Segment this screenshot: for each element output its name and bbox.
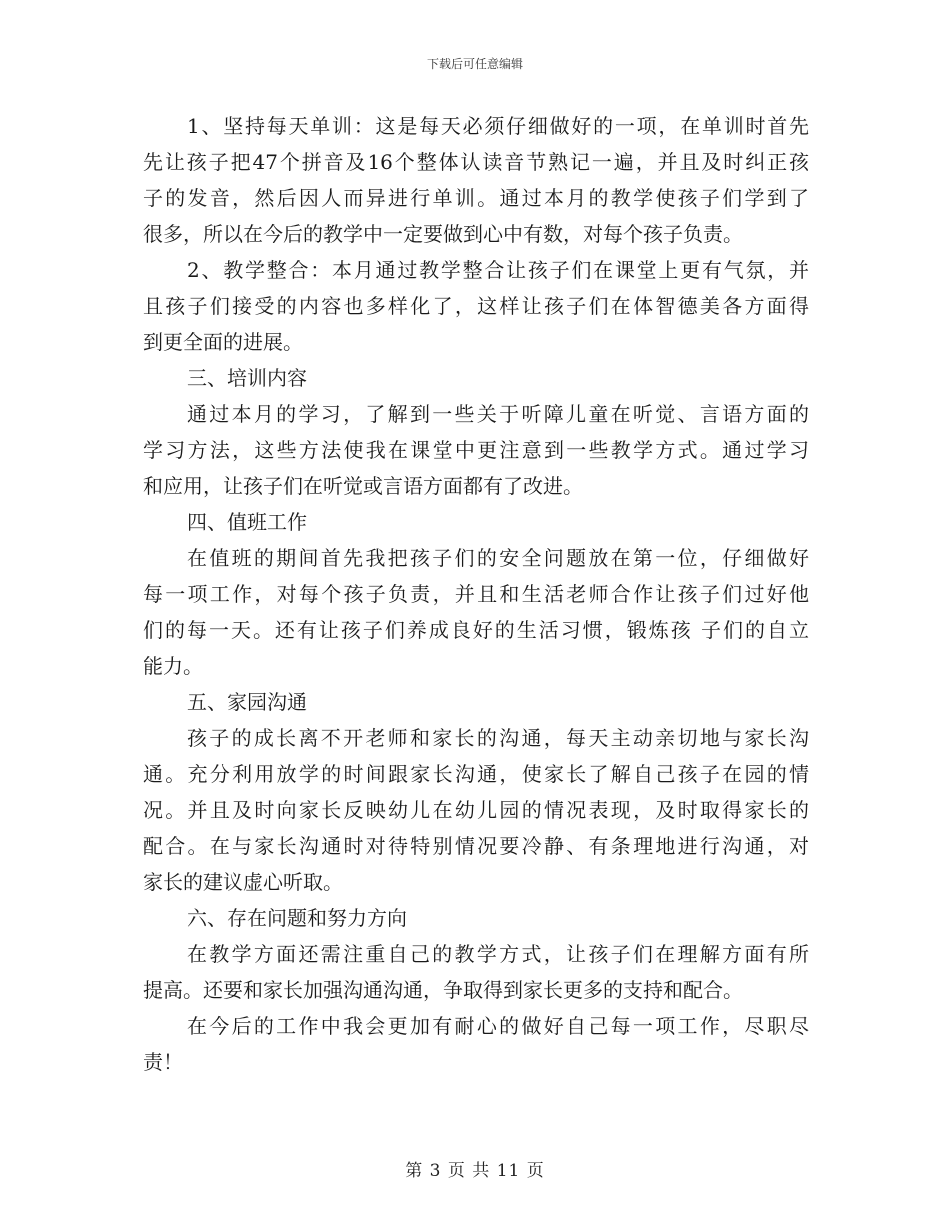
text-line: 2、教学整合：本月通过教学整合让孩子们在课堂上更有气氛，并 [187,258,809,282]
text-line: 能力。 [143,654,203,678]
text-line: 在值班的期间首先我把孩子们的安全问题放在第一位，仔细做好 [187,546,809,570]
text-line: 在今后的工作中我会更加有耐心的做好自己每一项工作，尽职尽 [187,1014,809,1038]
text-line: 六、存在问题和努力方向 [187,906,407,930]
text-line: 家长的建议虚心听取。 [143,870,343,894]
document-body [143,108,809,1080]
page-header: 下载后可任意编辑 [426,57,523,71]
text-line: 配合。在与家长沟通时对待特别情况要冷静、有条理地进行沟通，对 [143,834,809,858]
text-line: 五、家园沟通 [187,690,307,714]
text-line: 三、培训内容 [187,366,307,390]
text-line: 和应用，让孩子们在听觉或言语方面都有了改进。 [143,474,583,498]
text-line: 先让孩子把47个拼音及16个整体认读音节熟记一遍，并且及时纠正孩 [143,150,809,174]
text-line: 通。充分利用放学的时间跟家长沟通，使家长了解自己孩子在园的情 [143,762,809,786]
text-line: 孩子的成长离不开老师和家长的沟通，每天主动亲切地与家长沟 [187,726,809,750]
text-line: 提高。还要和家长加强沟通沟通，争取得到家长更多的支持和配合。 [143,978,743,1002]
text-line: 到更全面的进展。 [143,330,303,354]
text-line: 学习方法，这些方法使我在课堂中更注意到一些教学方式。通过学习 [143,438,809,462]
page-number-footer: 第 3 页 共 11 页 [405,1161,545,1181]
text-line: 子的发音，然后因人而异进行单训。通过本月的教学使孩子们学到了 [143,186,809,210]
text-line: 们的每一天。还有让孩子们养成良好的生活习惯，锻炼孩 子们的自立 [143,618,809,642]
text-line: 四、值班工作 [187,510,307,534]
text-line: 责！ [143,1050,183,1074]
text-line: 很多，所以在今后的教学中一定要做到心中有数，对每个孩子负责。 [143,222,743,246]
text-line: 且孩子们接受的内容也多样化了，这样让孩子们在体智德美各方面得 [143,294,809,318]
text-line: 况。并且及时向家长反映幼儿在幼儿园的情况表现，及时取得家长的 [143,798,809,822]
text-line: 每一项工作，对每个孩子负责，并且和生活老师合作让孩子们过好他 [143,582,809,606]
text-line: 在教学方面还需注重自己的教学方式，让孩子们在理解方面有所 [187,942,809,966]
text-line: 1、坚持每天单训：这是每天必须仔细做好的一项，在单训时首先 [187,114,809,138]
text-line: 通过本月的学习，了解到一些关于听障儿童在听觉、言语方面的 [187,402,809,426]
